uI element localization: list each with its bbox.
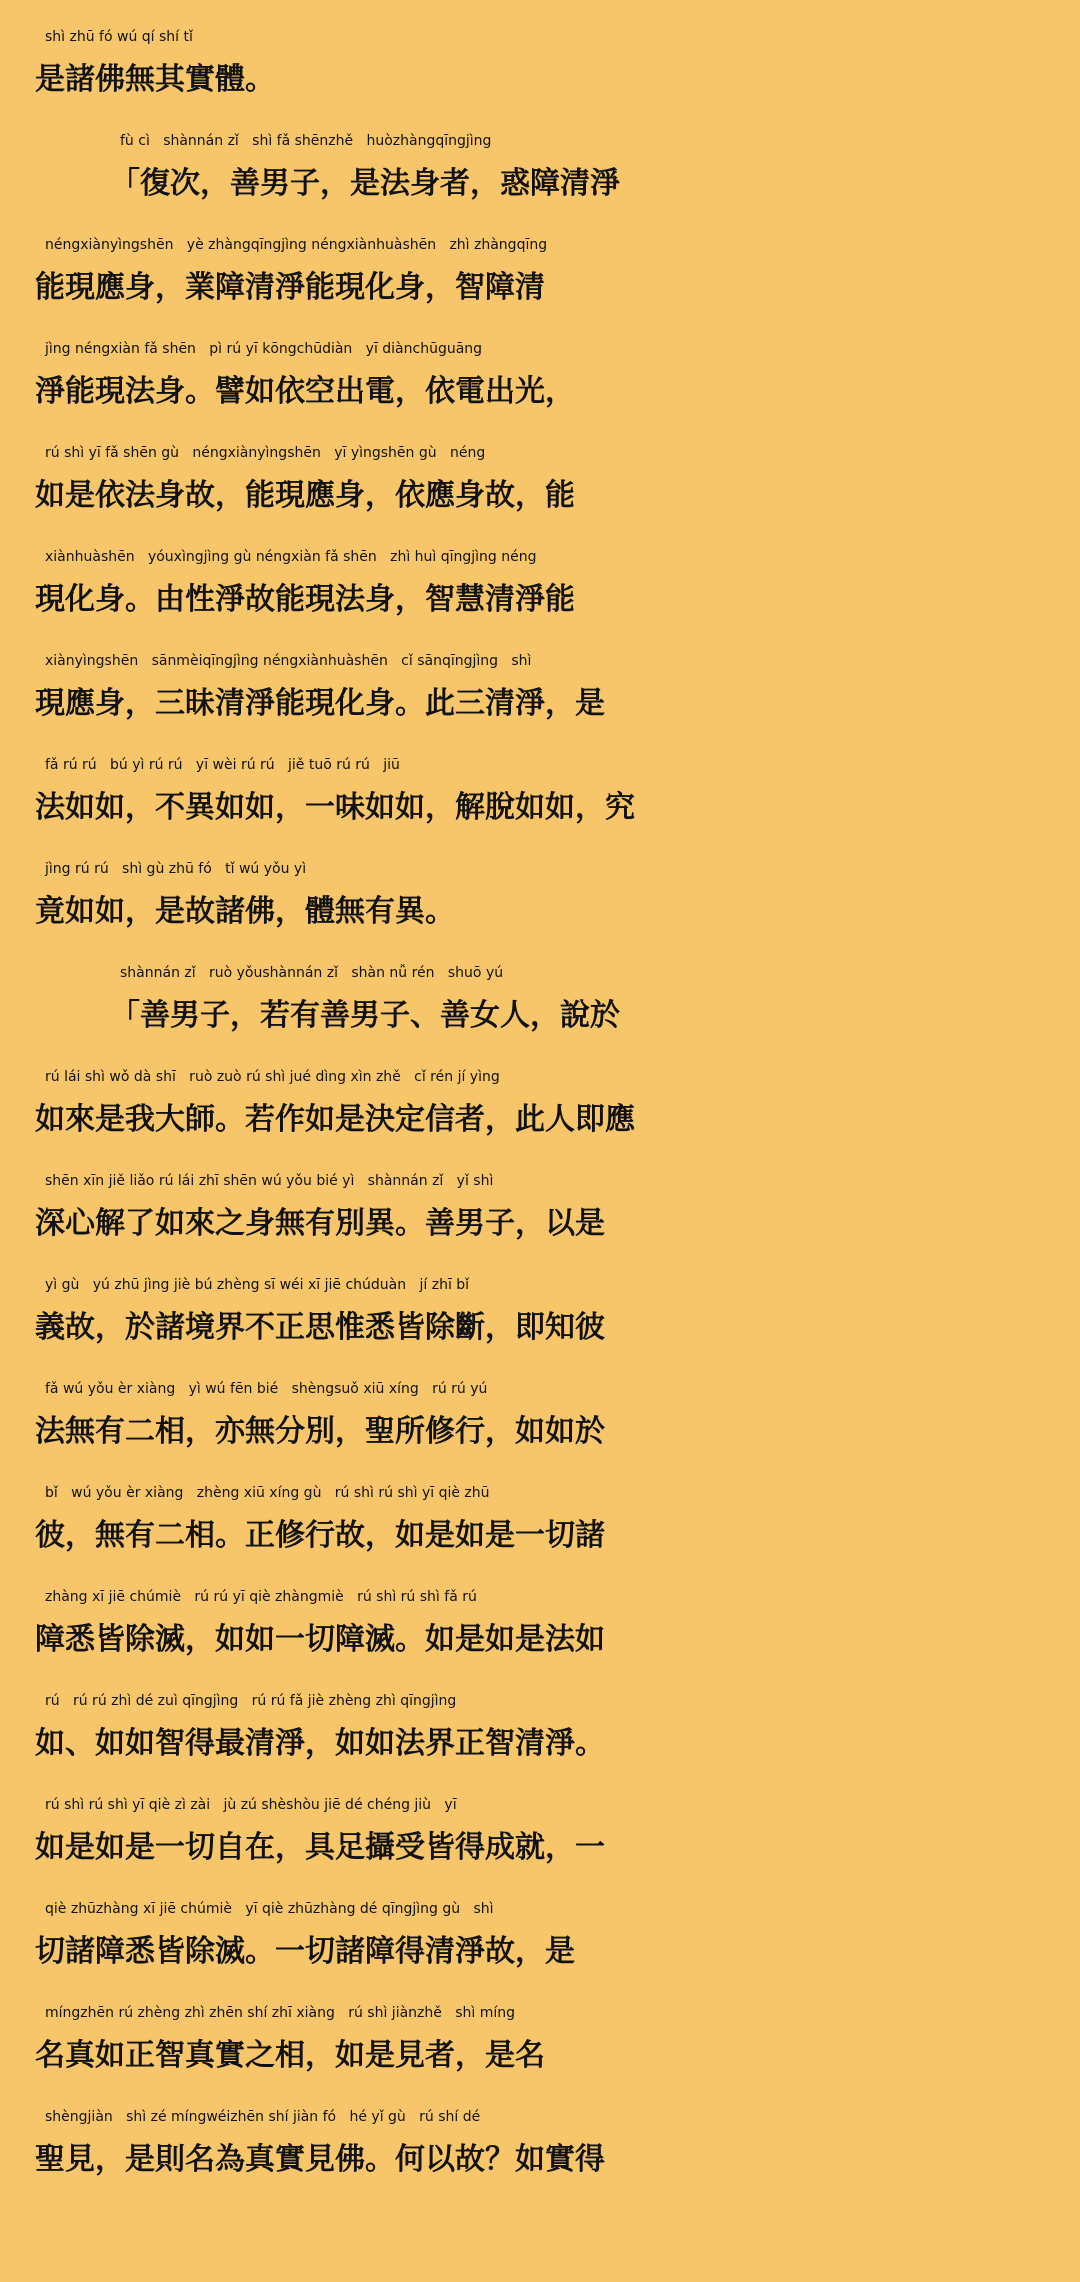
text-line	[0, 852, 1080, 956]
hanzi-line: 障悉皆除滅，如如一切障滅。如是如是法如	[35, 1622, 605, 1657]
hanzi-line: 彼，無有二相。正修行故，如是如是一切諸	[35, 1518, 605, 1553]
pinyin-line: qiè zhūzhàng xī jiē chúmiè yī qiè zhūzhàng dé qīngjìng gù shì	[45, 1901, 494, 1917]
text-line	[0, 20, 1080, 124]
text-line	[0, 1060, 1080, 1164]
hanzi-line: 如是依法身故，能現應身，依應身故，能	[35, 478, 575, 513]
text-line	[0, 1788, 1080, 1892]
text-line	[0, 1164, 1080, 1268]
text-line	[0, 436, 1080, 540]
text-line	[0, 956, 1080, 1060]
hanzi-line: 能現應身，業障清淨能現化身，智障清	[35, 270, 545, 305]
hanzi-line: 如來是我大師。若作如是決定信者，此人即應	[35, 1102, 635, 1137]
pinyin-line: xiànhuàshēn yóuxìngjìng gù néngxiàn fǎ shēn zhì huì qīngjìng néng	[45, 549, 537, 565]
text-line	[0, 2100, 1080, 2204]
hanzi-line: 是諸佛無其實體。	[35, 62, 275, 97]
pinyin-line: shì zhū fó wú qí shí tǐ	[45, 29, 193, 45]
hanzi-line: 義故，於諸境界不正思惟悉皆除斷，即知彼	[35, 1310, 605, 1345]
hanzi-line: 名真如正智真實之相，如是見者，是名	[35, 2038, 545, 2073]
text-line	[0, 1268, 1080, 1372]
text-line	[0, 748, 1080, 852]
hanzi-line: 如、如如智得最清淨，如如法界正智清淨。	[35, 1726, 605, 1761]
text-line	[0, 644, 1080, 748]
text-line	[0, 540, 1080, 644]
pinyin-line: rú shì yī fǎ shēn gù néngxiànyìngshēn yī yìngshēn gù néng	[45, 445, 486, 461]
pinyin-line: rú rú rú zhì dé zuì qīngjìng rú rú fǎ jiè zhèng zhì qīngjìng	[45, 1693, 457, 1709]
text-line	[0, 1372, 1080, 1476]
pinyin-line: jìng rú rú shì gù zhū fó tǐ wú yǒu yì	[45, 861, 307, 877]
pinyin-line: bǐ wú yǒu èr xiàng zhèng xiū xíng gù rú shì rú shì yī qiè zhū	[45, 1485, 490, 1501]
text-line	[0, 1892, 1080, 1996]
hanzi-line: 現應身，三昧清淨能現化身。此三清淨，是	[35, 686, 605, 721]
pinyin-line: rú shì rú shì yī qiè zì zài jù zú shèshòu jiē dé chéng jiù yī	[45, 1797, 457, 1813]
pinyin-line: fǎ wú yǒu èr xiàng yì wú fēn bié shèngsuǒ xiū xíng rú rú yú	[45, 1381, 488, 1397]
text-line	[0, 124, 1080, 228]
pinyin-line: xiànyìngshēn sānmèiqīngjìng néngxiànhuàshēn cǐ sānqīngjìng shì	[45, 653, 532, 669]
pinyin-line: jìng néngxiàn fǎ shēn pì rú yī kōngchūdiàn yī diànchūguāng	[45, 341, 483, 357]
hanzi-line: 法無有二相，亦無分別，聖所修行，如如於	[35, 1414, 605, 1449]
hanzi-line: 如是如是一切自在，具足攝受皆得成就，一	[35, 1830, 605, 1865]
pinyin-line: shēn xīn jiě liǎo rú lái zhī shēn wú yǒu bié yì shànnán zǐ yǐ shì	[45, 1173, 494, 1189]
hanzi-line: 切諸障悉皆除滅。一切諸障得清淨故，是	[35, 1934, 575, 1969]
text-line	[0, 1580, 1080, 1684]
text-line	[0, 332, 1080, 436]
text-line	[0, 1476, 1080, 1580]
hanzi-line: 現化身。由性淨故能現法身，智慧清淨能	[35, 582, 575, 617]
pinyin-line: shèngjiàn shì zé míngwéizhēn shí jiàn fó hé yǐ gù rú shí dé	[45, 2109, 481, 2125]
hanzi-line: 法如如，不異如如，一味如如，解脫如如，究	[35, 790, 635, 825]
text-line	[0, 1684, 1080, 1788]
pinyin-line: fù cì shànnán zǐ shì fǎ shēnzhě huòzhàngqīngjìng	[120, 133, 492, 149]
text-line	[0, 1996, 1080, 2100]
hanzi-line: 聖見，是則名為真實見佛。何以故？如實得	[35, 2142, 605, 2177]
hanzi-line: 深心解了如來之身無有別異。善男子，以是	[35, 1206, 605, 1241]
hanzi-line: 淨能現法身。譬如依空出電，依電出光，	[35, 374, 575, 409]
text-line	[0, 228, 1080, 332]
pinyin-line: míngzhēn rú zhèng zhì zhēn shí zhī xiàng rú shì jiànzhě shì míng	[45, 2005, 516, 2021]
pinyin-line: rú lái shì wǒ dà shī ruò zuò rú shì jué dìng xìn zhě cǐ rén jí yìng	[45, 1069, 500, 1085]
pinyin-line: shànnán zǐ ruò yǒushànnán zǐ shàn nǚ rén shuō yú	[120, 965, 504, 981]
hanzi-line: 「善男子，若有善男子、善女人，說於	[110, 998, 620, 1033]
hanzi-line: 竟如如，是故諸佛，體無有異。	[35, 894, 455, 929]
pinyin-line: yì gù yú zhū jìng jiè bú zhèng sī wéi xī jiē chúduàn jí zhī bǐ	[45, 1277, 470, 1293]
hanzi-line: 「復次，善男子，是法身者，惑障清淨	[110, 166, 620, 201]
pinyin-line: néngxiànyìngshēn yè zhàngqīngjìng néngxiànhuàshēn zhì zhàngqīng	[45, 237, 548, 253]
pinyin-line: zhàng xī jiē chúmiè rú rú yī qiè zhàngmiè rú shì rú shì fǎ rú	[45, 1589, 477, 1605]
pinyin-line: fǎ rú rú bú yì rú rú yī wèi rú rú jiě tuō rú rú jiū	[45, 757, 400, 773]
